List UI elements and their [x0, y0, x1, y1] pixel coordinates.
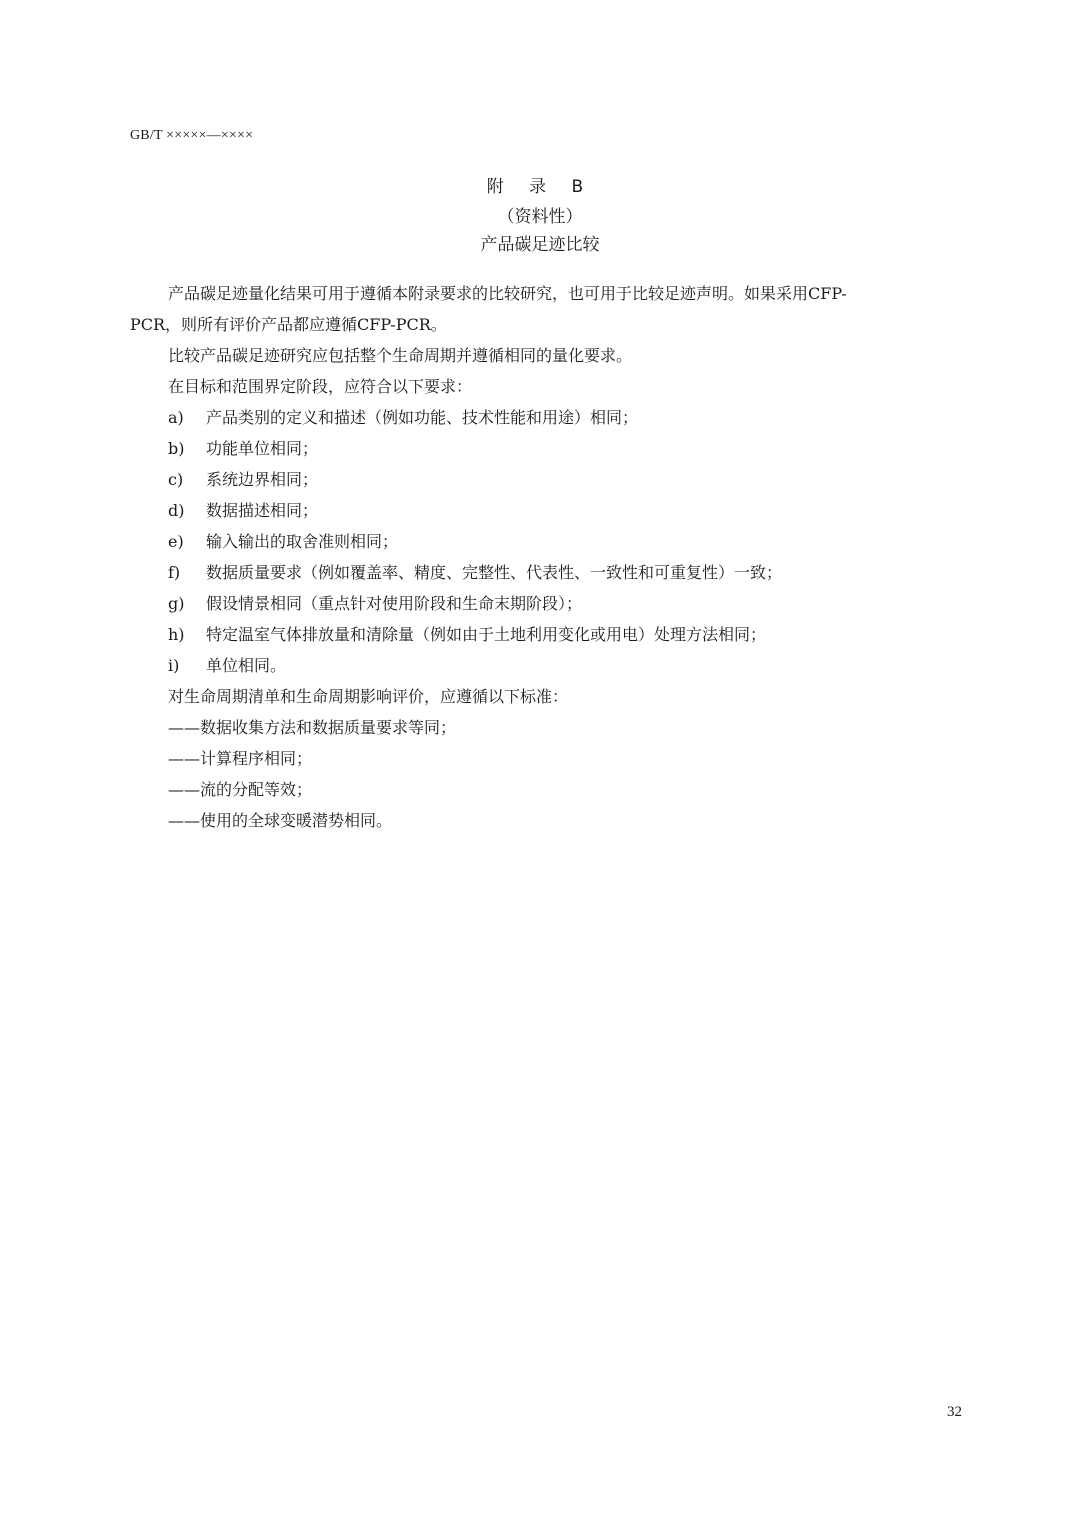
- standard-item: ——数据收集方法和数据质量要求等同；: [168, 718, 457, 737]
- requirement-text: 特定温室气体排放量和清除量（例如由于土地利用变化或用电）处理方法相同；: [206, 625, 767, 644]
- requirement-text: 数据描述相同；: [206, 501, 319, 520]
- requirement-marker: f): [168, 563, 181, 582]
- paragraph-intro-line2: PCR，则所有评价产品都应遵循CFP-PCR。: [130, 315, 447, 334]
- requirement-text: 数据质量要求（例如覆盖率、精度、完整性、代表性、一致性和可重复性）一致；: [206, 563, 783, 582]
- requirement-text: 假设情景相同（重点针对使用阶段和生命末期阶段）；: [206, 594, 583, 613]
- appendix-type: （资料性）: [497, 207, 583, 227]
- requirement-marker: h): [168, 625, 185, 644]
- standard-item: ——使用的全球变暖潜势相同。: [168, 811, 393, 830]
- requirement-marker: c): [168, 470, 184, 489]
- requirement-item: [168, 433, 983, 464]
- paragraph-scope: 比较产品碳足迹研究应包括整个生命周期并遵循相同的量化要求。: [168, 346, 633, 365]
- requirement-item: [168, 464, 983, 495]
- requirement-marker: i): [168, 656, 180, 675]
- paragraph-goal-stage: 在目标和范围界定阶段，应符合以下要求：: [168, 377, 473, 396]
- requirement-marker: e): [168, 532, 184, 551]
- requirement-marker: b): [168, 439, 185, 458]
- requirement-item: [168, 495, 983, 526]
- standard-item: ——计算程序相同；: [168, 749, 313, 768]
- requirement-text: 功能单位相同；: [206, 439, 319, 458]
- standard-item: ——流的分配等效；: [168, 780, 313, 799]
- appendix-title: 附 录 B: [486, 177, 594, 197]
- appendix-name: 产品碳足迹比较: [480, 235, 600, 255]
- requirement-text: 系统边界相同；: [206, 470, 319, 489]
- requirement-item: [168, 588, 983, 619]
- requirement-marker: a): [168, 408, 184, 427]
- requirement-marker: g): [168, 594, 185, 613]
- document-code-header: GB/T ×××××—××××: [130, 128, 254, 143]
- requirement-marker: d): [168, 501, 185, 520]
- paragraph-intro: [168, 278, 983, 309]
- paragraph-lci-intro: 对生命周期清单和生命周期影响评价，应遵循以下标准：: [168, 687, 569, 706]
- appendix-body: [130, 278, 983, 836]
- page-number: 32: [947, 1404, 962, 1420]
- requirement-text: 单位相同。: [206, 656, 287, 675]
- requirement-item: [168, 650, 983, 681]
- paragraph-intro-continued: [130, 309, 983, 340]
- requirement-text: 产品类别的定义和描述（例如功能、技术性能和用途）相同；: [206, 408, 639, 427]
- requirement-item: [168, 557, 983, 588]
- paragraph-intro-line1: 产品碳足迹量化结果可用于遵循本附录要求的比较研究，也可用于比较足迹声明。如果采用CFP-: [168, 284, 847, 303]
- requirement-item: [168, 526, 983, 557]
- requirement-text: 输入输出的取舍准则相同；: [206, 532, 399, 551]
- requirement-item: [168, 402, 983, 433]
- requirement-item: [168, 619, 983, 650]
